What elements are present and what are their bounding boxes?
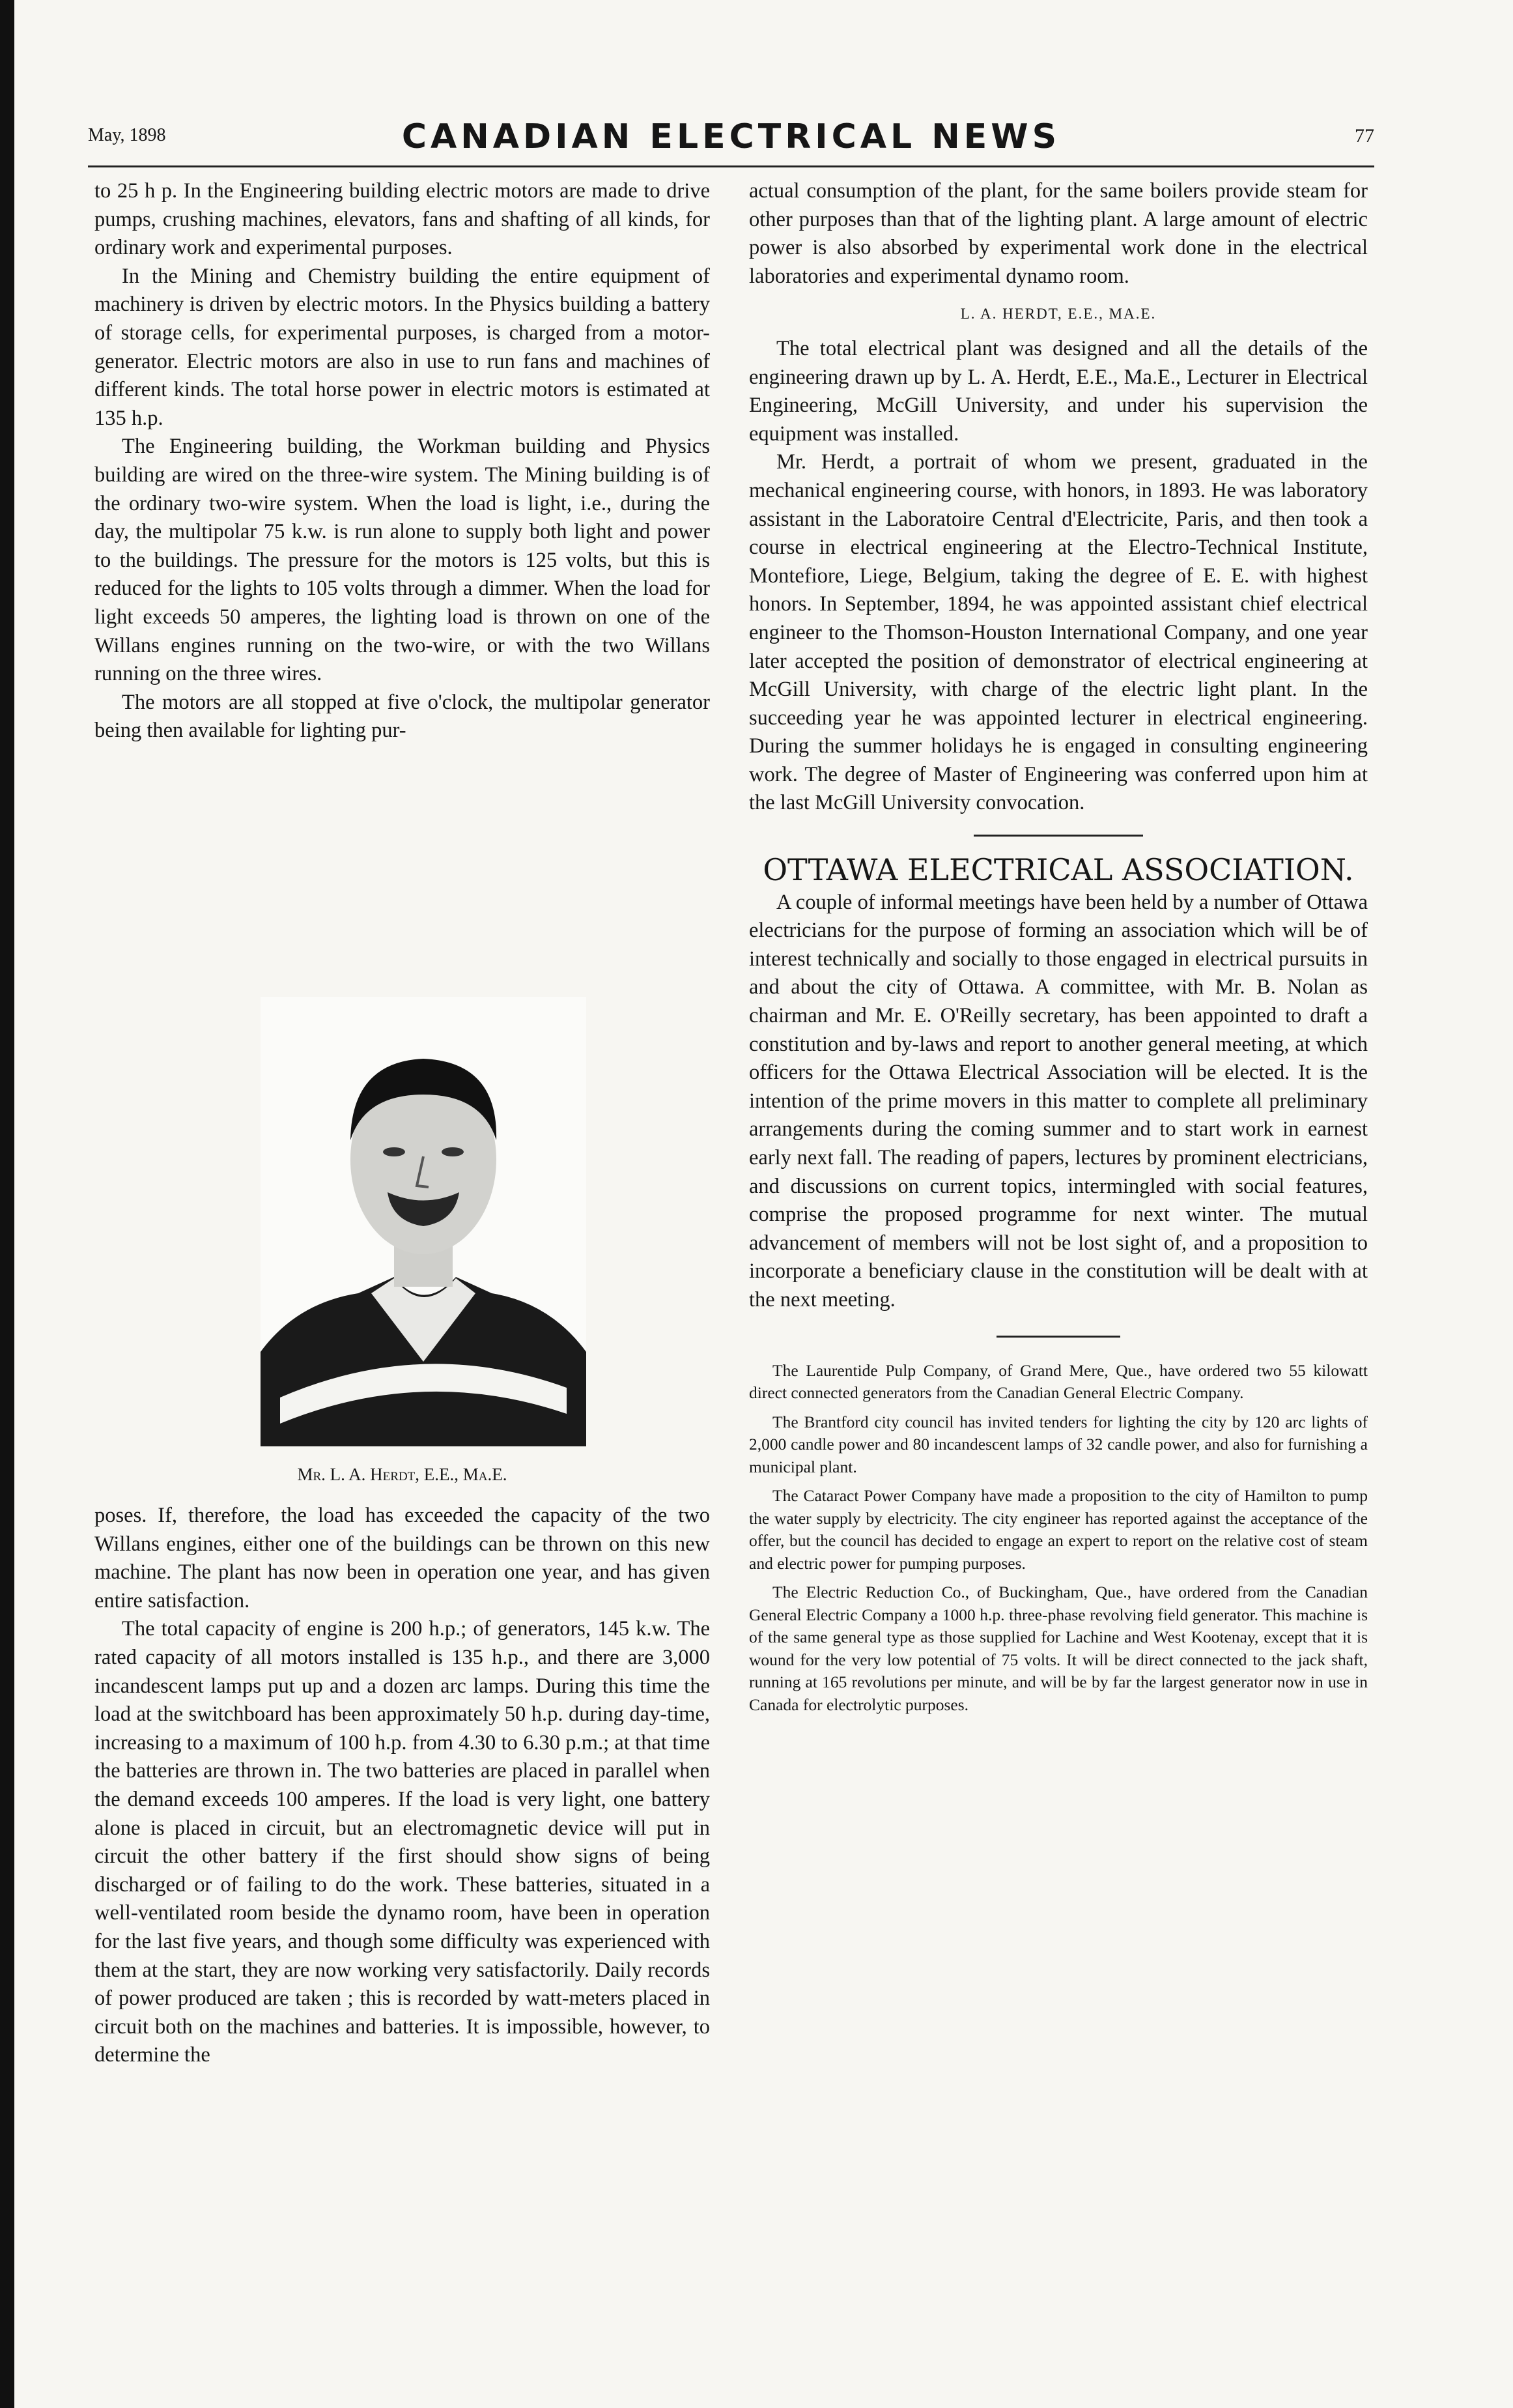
portrait-photo [261, 997, 586, 1446]
portrait-caption: Mr. L. A. Herdt, E.E., Ma.E. [297, 1465, 507, 1484]
paragraph: Mr. Herdt, a portrait of whom we present, graduated in the mechanical engineering course, with honors, in 1893. He was laboratory assistant in the Laboratoire Central d'Electricite, Paris, and then took a course in electrical engineering at the Electro-Technical Institute, Montefiore, Liege, Belgium, taking the degree of E. E. with highest honors. In September, 1894, he was appointed assistant chief electrical engineer to the Thomson-Houston International Company, and one year later accepted the position of demonstrator of electrical engineering at McGill University, with charge of the electric light plant. In the succeeding year he was appointed lecturer in electrical engineering. During the summer holidays he is engaged in consulting engineering work. The degree of Master of Engineering was conferred upon him at the last McGill University convocation. [749, 450, 1368, 815]
page-number: 77 [1355, 125, 1374, 147]
portrait-engraving [261, 997, 586, 1446]
paragraph: In the Mining and Chemistry building the entire equipment of machinery is driven by electric motors. In the Physics building a battery of storage cells, for experimental purposes, is charged from a motor-generator. Electric motors are also in use to run fans and machines of different kinds. The total horse power in electric motors is estimated at 135 h.p. [94, 264, 710, 430]
issue-date: May, 1898 [88, 125, 166, 145]
header-rule [88, 165, 1374, 167]
right-column [749, 177, 1368, 1723]
news-item: The Laurentide Pulp Company, of Grand Mere, Que., have ordered two 55 kilowatt direct connected generators from the Canadian General Electric Company. [749, 1360, 1368, 1403]
news-item: The Brantford city council has invited tenders for lighting the city by 120 arc lights of 2,000 candle power and 80 incandescent lamps of 32 candle power, and also for furnishing a municipal plant. [749, 1412, 1368, 1476]
page-edge [0, 0, 14, 2408]
section-divider [997, 1336, 1120, 1338]
paragraph: poses. If, therefore, the load has exceeded the capacity of the two Willans engines, either one of the buildings can be thrown on this new machine. The plant has now been in operation one year, and has given entire satisfaction. [94, 1504, 710, 1612]
news-items [749, 1360, 1368, 1717]
paragraph: The motors are all stopped at five o'clock, the multipolar generator being then available for lighting pur- [94, 690, 710, 743]
paragraph: The Engineering building, the Workman building and Physics building are wired on the three-wire system. The Mining building is of the ordinary two-wire system. When the load is light, i.e., during the day, the multipolar 75 k.w. is run alone to supply both light and power to the buildings. The pressure for the motors is 125 volts, but this is reduced for the lights to 105 volts through a dimmer. When the load for light exceeds 50 amperes, the lighting load is thrown on one of the Willans engines running on the two-wire, or with the two Willans running on the three wires. [94, 435, 710, 686]
ottawa-section-title: OTTAWA ELECTRICAL ASSOCIATION. [763, 852, 1354, 888]
herdt-heading: L. A. HERDT, E.E., MA.E. [960, 306, 1157, 322]
paragraph: A couple of informal meetings have been held by a number of Ottawa electricians for the purpose of forming an association which will be of interest technically and socially to those engaged in electrical pursuits in and about the city of Ottawa. A committee, with Mr. B. Nolan as chairman and Mr. E. O'Reilly secretary, has been appointed to draft a constitution and by-laws and report to another general meeting, at which officers for the Ottawa Electrical Association will be elected. It is the intention of the prime movers in this matter to complete all preliminary arrangements during the coming summer and to start work in earnest early next fall. The reading of papers, lectures by prominent electricians, and discussions on current topics, intermingled with social features, comprise the proposed programme for next winter. The mutual advancement of members will not be lost sight of, and a proposition to incorporate a beneficiary clause in the constitution will be dealt with at the next meeting. [749, 890, 1368, 1312]
page-header [88, 117, 1374, 164]
paragraph: The total electrical plant was designed and all the details of the engineering drawn up by L. A. Herdt, E.E., Ma.E., Lecturer in Electrical Engineering, McGill University, and under his supervision the equipment was installed. [749, 336, 1368, 446]
paragraph: The total capacity of engine is 200 h.p.; of generators, 145 k.w. The rated capacity of all motors installed is 135 h.p., and there are 3,000 incandescent lamps put up and a dozen arc lamps. During this time the load at the switchboard has been approximately 50 h.p. during day-time, increasing to a maximum of 100 h.p. from 4.30 to 6.30 p.m.; at that time the batteries are thrown in. The two batteries are placed in parallel when the demand exceeds 100 amperes. If the load is very light, one battery alone is placed in circuit, but an electromagnetic device will put in circuit the other battery if the first should show signs of being discharged or of failing to do the work. These batteries, situated in a well-ventilated room beside the dynamo room, have been in operation for the last five years, and though some difficulty was experienced with them at the start, they are now working very satisfactorily. Daily records of power produced are taken ; this is recorded by watt-meters placed in circuit both on the machines and batteries. It is impossible, however, to determine the [94, 1617, 710, 2067]
news-item: The Cataract Power Company have made a proposition to the city of Hamilton to pump the water supply by electricity. The city engineer has reported against the acceptance of the offer, but the council has decided to engage an expert to report on the relative cost of steam and electric power for pumping purposes. [749, 1486, 1368, 1573]
section-divider [974, 835, 1143, 837]
paragraph: to 25 h p. In the Engineering building electric motors are made to drive pumps, crushing machines, elevators, fans and shafting of all kinds, for ordinary work and experimental purposes. [94, 179, 710, 260]
publication-title: CANADIAN ELECTRICAL NEWS [401, 117, 1061, 156]
left-column-top [94, 177, 710, 966]
left-column-bottom [94, 1502, 710, 2352]
news-item: The Electric Reduction Co., of Buckingham, Que., have ordered from the Canadian General Electric Company a 1000 h.p. three-phase revolving field generator. This machine is of the same general type as those supplied for Lachine and West Kootenay, except that it is wound for the very low potential of 75 volts. It will be direct connected to the jack shaft, running at 165 revolutions per minute, and will be by far the largest generator now in use in Canada for electrolytic purposes. [749, 1583, 1368, 1714]
paragraph: actual consumption of the plant, for the same boilers provide steam for other purposes than that of the lighting plant. A large amount of electric power is also absorbed by experimental work done in the electrical laboratories and experimental dynamo room. [749, 179, 1368, 288]
